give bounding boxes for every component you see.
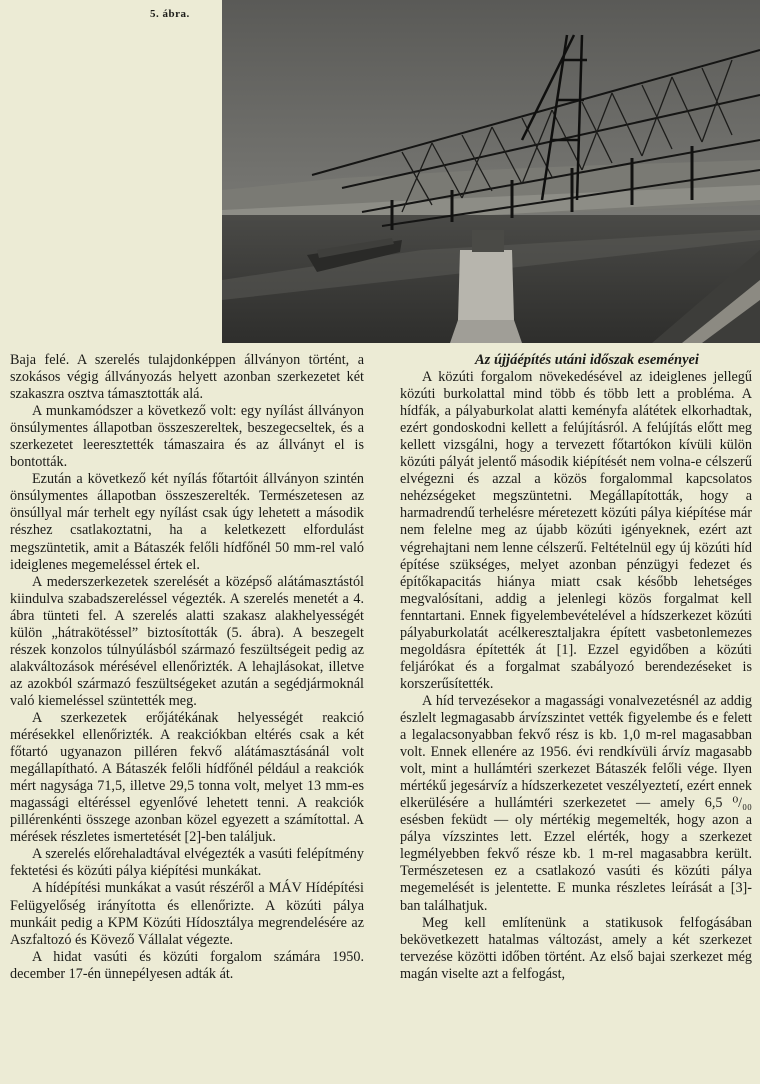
left-text-column xyxy=(10,352,364,983)
paragraph: A közúti forgalom növekedésével az ideiglenes jellegű közúti burkolattal mind több és több lett a probléma. A hídfák, a pályaburkolat alatti keményfa alátétek elkorhadtak, ezért gondoskodni kellett a felújításról. A felújítás előtt meg kellett vizsgálni, hogy a tervezett főtartókon kívüli külön közúti pályát jelentő második kiépítését nem volna-e célszerű elvégezni és azzal a közös forgalommal kapcsolatos nehézségeket megszüntetni. Megállapították, hogy a harmadrendű terhelésre méretezett közúti pálya kiépítése már nem felelne meg az újabb közúti igényeknek, ezért azt végrehajtani nem lenne célszerű. Feltételnül egy új közúti híd építése szükséges, melyet azonban pénzügyi fedezet és építőkapacitás hiánya miatt csak később lehetséges megvalósítani, addig a jelenlegi közös forgalmat kell fenntartani. Ennek figyelembevételével a hídszerkezet közúti pályaburkolatát acélkeresztaljakra épített vasbetonlemezes megoldásra építették át [1]. Ezzel egyidőben a közúti feljárókat és a forgalmat szabályozó berendezéseket is korszerűsítették. xyxy=(400,369,752,692)
paragraph: A híd tervezésekor a magassági vonalvezetésnél az addig észlelt legmagasabb árvízszintet vették figyelembe és e felett a legalacsonyabban fekvő rész is kb. 1,0 m-rel magasabban volt. Ennek ellenére az 1956. évi rendkívüli árvíz magasabb volt, mint a hullámtéri szerkezet Bátaszék felőli vége. Ilyen mértékű jegesárvíz a hídszerkezetet veszélyeztetí, ezért ennek elkerülésére a hullámtéri szerkezetet — amely 6,5 ⁰/₀₀ esésben feküdt — oly mértékig megemelték, hogy azon a pálya vízszintes lett. Ezzel elérték, hogy a szerkezet legmélyebben fekvő része kb. 1 m-rel magasabbra került. Természetesen ez a csatlakozó vasúti és közúti pálya megemelését is jelentette. E munka részletes leírását a [3]-ban találhatjuk. xyxy=(400,692,752,914)
paragraph: Baja felé. A szerelés tulajdonképpen állványon történt, a szokásos végig állványozás helyett azonban szerkezetet két szakaszra osztva támasztották alá. xyxy=(10,352,364,403)
figure-caption: 5. ábra. xyxy=(150,8,190,20)
paragraph: Meg kell említenünk a statikusok felfogásában bekövetkezett hatalmas változást, amely a két szerkezet tervezése közötti időben történt. Az első bajai szerkezet még magán viselte azt a felfogást, xyxy=(400,914,752,982)
bridge-construction-photo xyxy=(222,0,760,343)
paragraph: Ezután a következő két nyílás főtartóit állványon szintén önsúlymentes állapotban összeszerelték. Természetesen az önsúllyal már terhelt egy nyílást csak úgy lehetett a második részhez csatlakoztatni, ha a keletkezett elfordulást megszüntetik, amit a Bátaszék felőli hídfőnél 50 mm-rel való ideiglenes megemeléssel értek el. xyxy=(10,471,364,573)
paragraph: A hidat vasúti és közúti forgalom számára 1950. december 17-én ünnepélyesen adták át. xyxy=(10,948,364,982)
paragraph: A szerelés előrehaladtával elvégezték a vasúti felépítmény fektetési és közúti pálya kiépítési munkákat. xyxy=(10,846,364,880)
paragraph: A mederszerkezetek szerelését a középső alátámasztástól kiindulva szabadszereléssel végezték. A szerelés menetét a 4. ábra tünteti fel. A szerelés alatti szakasz alakhelyességét külön „hátrakötéssel” biztosították (5. ábra). A beszegelt részek konzolos túlnyúlásból származó feszültségeit pedig az alakváltozások mérésével ellenőrizték. A lehajlásokat, illetve az azokból származó feszültségeket azután a segédjármoknál való kiemeléssel szüntették meg. xyxy=(10,573,364,709)
paragraph: A szerkezetek erőjátékának helyességét reakció mérésekkel ellenőrizték. A reakciókban eltérés csak a két főtartó ugyanazon pilléren fekvő alátámasztásánál volt megállapítható. A Bátaszék felőli hídfőnél például a reakciók mért nagysága 71,5, illetve 29,5 tonna volt, melyet 13 mm-es magassági eltéréssel egyenlővé lehetett tenni. A reakciók pillérenkénti összege azonban közel egyezett a számítottal. A mérések részletes ismertetését [2]-ben találjuk. xyxy=(10,709,364,846)
paragraph: A munkamódszer a következő volt: egy nyílást állványon önsúlymentes állapotban összeszereltek, beszegecseltek, és a szerkezetet leeresztették támaszaira és az állványt el is bontották. xyxy=(10,403,364,471)
paragraph: A hídépítési munkákat a vasút részéről a MÁV Hídépítési Felügyelőség irányította és ellenőrizte. A közúti pálya munkáit pedig a KPM Közúti Hídosztálya megrendelésére az Aszfaltozó és Kövező Vállalat végezte. xyxy=(10,880,364,948)
right-text-column xyxy=(400,352,752,983)
section-title: Az újjáépítés utáni időszak eseményei xyxy=(475,352,699,368)
